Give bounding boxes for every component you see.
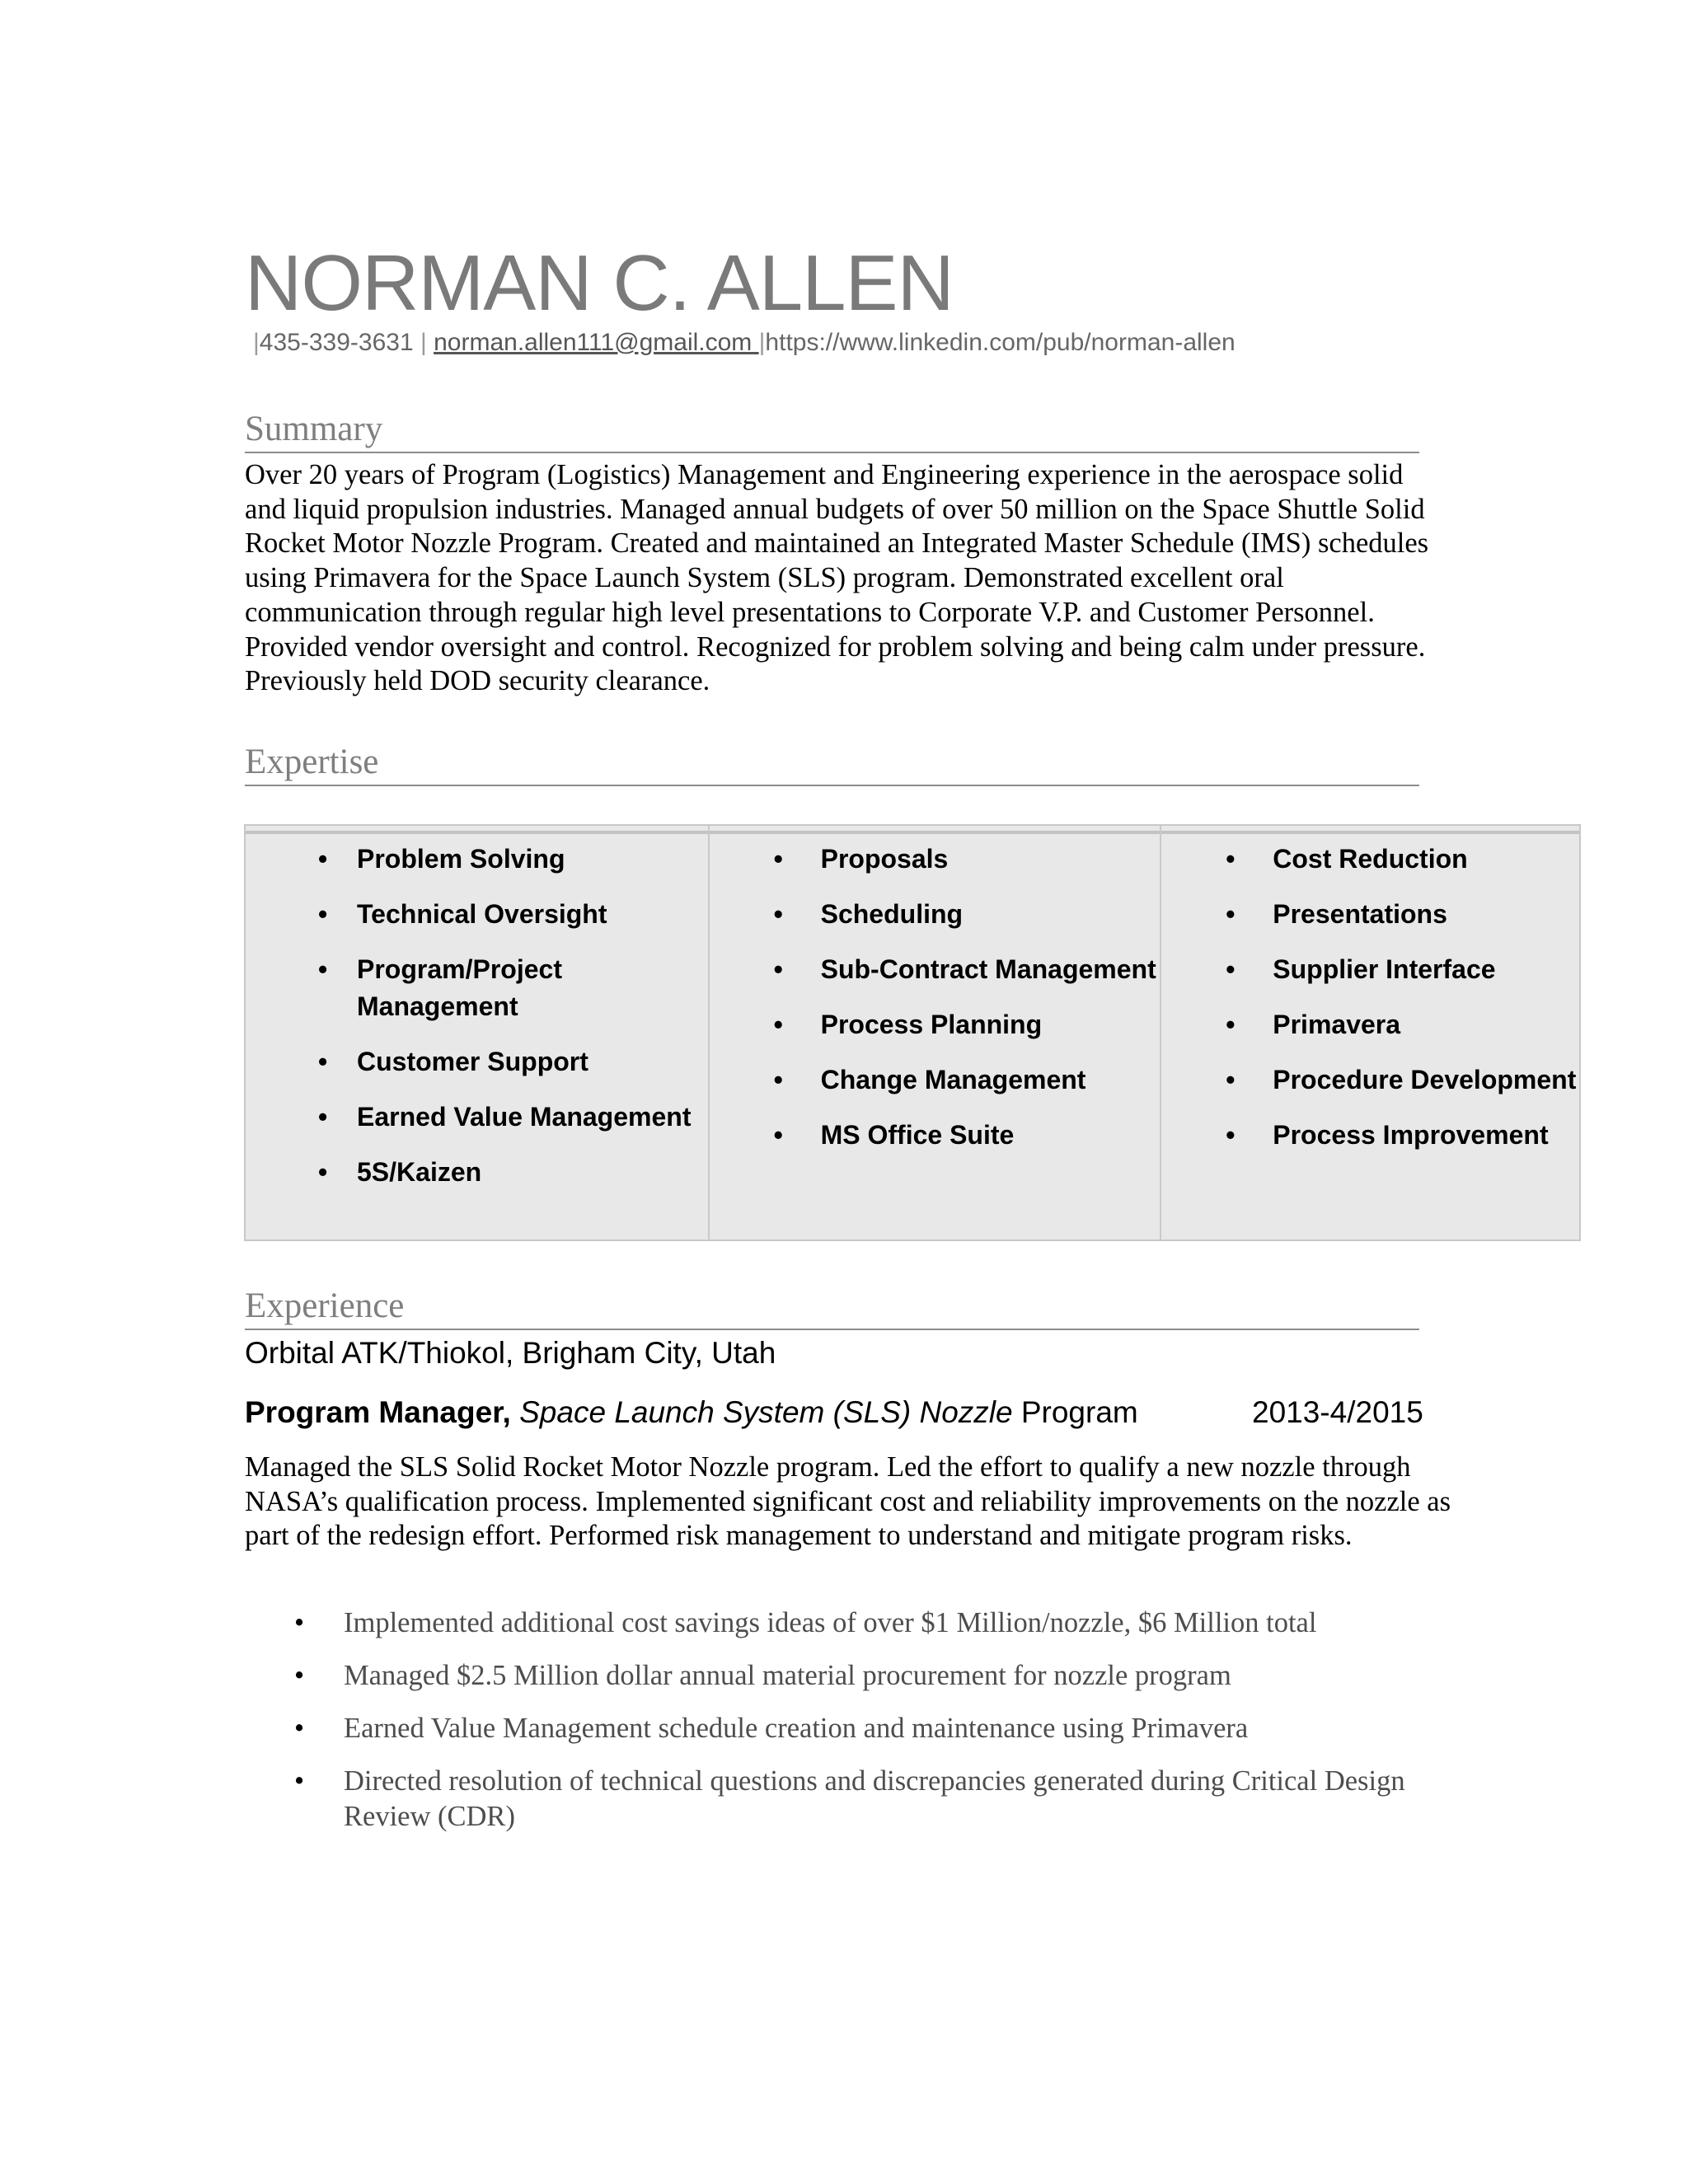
bullet-icon: • — [1226, 1120, 1236, 1150]
expertise-label: Presentations — [1273, 899, 1447, 929]
expertise-label: Cost Reduction — [1273, 844, 1468, 874]
achievement-item — [245, 1764, 1489, 1835]
role-title: Program Manager, — [245, 1395, 511, 1429]
candidate-name: NORMAN C. ALLEN — [245, 239, 954, 327]
expertise-label: Sub-Contract Management — [820, 954, 1156, 984]
experience-heading: Experience — [245, 1286, 1419, 1330]
expertise-item — [1161, 1006, 1579, 1043]
bullet-icon: • — [294, 1607, 305, 1638]
bullet-icon: • — [318, 1047, 328, 1076]
role-program: Space Launch System (SLS) Nozzle — [519, 1395, 1013, 1429]
role-line — [245, 1394, 1440, 1431]
expertise-label: Primavera — [1273, 1010, 1401, 1039]
contact-separator: | — [758, 329, 766, 356]
bullet-icon: • — [294, 1660, 305, 1691]
expertise-item — [710, 1062, 1160, 1099]
expertise-item — [246, 1099, 708, 1136]
expertise-label: Procedure Development — [1273, 1065, 1577, 1094]
role-suffix: Program — [1020, 1395, 1138, 1429]
expertise-label: MS Office Suite — [820, 1120, 1015, 1150]
expertise-item — [710, 1117, 1160, 1154]
bullet-icon: • — [1226, 1010, 1236, 1039]
bullet-icon: • — [1226, 899, 1236, 929]
expertise-item — [710, 1006, 1160, 1043]
bullet-icon: • — [773, 899, 783, 929]
expertise-table — [244, 824, 1581, 1241]
job-achievements-list — [245, 1605, 1489, 1852]
role-dates: 2013-4/2015 — [1252, 1395, 1423, 1429]
expertise-label: Process Improvement — [1273, 1120, 1549, 1150]
expertise-label: Technical Oversight — [357, 899, 607, 929]
achievement-text: Implemented additional cost savings ideas of over $1 Million/nozzle, $6 Million total — [344, 1607, 1317, 1638]
expertise-label: Proposals — [820, 844, 949, 874]
bullet-icon: • — [1226, 844, 1236, 874]
job-description: Managed the SLS Solid Rocket Motor Nozzle program. Led the effort to qualify a new nozzle through NASA’s qualification process. Implemented significant cost and reliability improvements on the nozzle as part of the redesign effort. Performed risk management to understand and mitigate program risks. — [245, 1451, 1451, 1552]
contact-separator: | — [253, 329, 260, 356]
bullet-icon: • — [773, 954, 783, 984]
expertise-item — [246, 1043, 708, 1080]
expertise-item — [246, 896, 708, 933]
email-link[interactable]: norman.allen111@gmail.com — [434, 329, 759, 356]
expertise-item — [1161, 841, 1579, 878]
bullet-icon: • — [1226, 954, 1236, 984]
expertise-label: Customer Support — [357, 1047, 588, 1076]
contact-line — [253, 328, 1236, 358]
expertise-label: Process Planning — [820, 1010, 1043, 1039]
expertise-column — [708, 826, 1160, 1240]
achievement-item — [245, 1605, 1489, 1641]
expertise-column — [246, 826, 708, 1240]
expertise-label: 5S/Kaizen — [357, 1157, 482, 1187]
expertise-item — [710, 951, 1160, 988]
phone-number: 435-339-3631 — [259, 329, 414, 356]
achievement-item — [245, 1658, 1489, 1694]
bullet-icon: • — [318, 1102, 328, 1132]
summary-heading: Summary — [245, 409, 1419, 453]
bullet-icon: • — [773, 844, 783, 874]
expertise-item — [710, 896, 1160, 933]
bullet-icon: • — [773, 1120, 783, 1150]
bullet-icon: • — [318, 954, 328, 984]
expertise-item — [246, 1154, 708, 1191]
summary-text: Over 20 years of Program (Logistics) Management and Engineering experience in the aerospace solid and liquid propulsion industries. Managed annual budgets of over 50 million on the Space Shuttle Solid Rocket Motor Nozzle Program. Created and maintained an Integrated Master Schedule (IMS) schedules using Primavera for the Space Launch System (SLS) program. Demonstrated excellent oral communication through regular high level presentations to Corporate V.P. and Customer Personnel. Provided vendor oversight and control. Recognized for problem solving and being calm under pressure. Previously held DOD security clearance. — [245, 459, 1429, 697]
linkedin-url[interactable]: https://www.linkedin.com/pub/norman-allen — [765, 329, 1236, 356]
expertise-label: Scheduling — [820, 899, 964, 929]
expertise-item — [1161, 1117, 1579, 1154]
bullet-icon: • — [318, 899, 328, 929]
achievement-text: Directed resolution of technical questions and discrepancies generated during Critical Design Review (CDR) — [344, 1765, 1405, 1832]
contact-separator: | — [413, 329, 434, 356]
bullet-icon: • — [318, 844, 328, 874]
expertise-heading: Expertise — [245, 742, 1419, 786]
company-name: Orbital ATK/Thiokol, Brigham City, Utah — [245, 1336, 776, 1370]
expertise-item — [246, 951, 708, 1025]
bullet-icon: • — [318, 1157, 328, 1187]
expertise-item — [246, 841, 708, 878]
expertise-label: Problem Solving — [357, 844, 565, 874]
expertise-label: Change Management — [820, 1065, 1086, 1094]
expertise-label: Supplier Interface — [1273, 954, 1496, 984]
bullet-icon: • — [294, 1765, 305, 1797]
bullet-icon: • — [773, 1065, 783, 1094]
expertise-item — [1161, 951, 1579, 988]
bullet-icon: • — [294, 1713, 305, 1744]
expertise-column — [1160, 826, 1579, 1240]
achievement-item — [245, 1711, 1489, 1746]
expertise-item — [710, 841, 1160, 878]
expertise-label: Program/Project Management — [357, 954, 562, 1021]
bullet-icon: • — [1226, 1065, 1236, 1094]
expertise-label: Earned Value Management — [357, 1102, 692, 1132]
expertise-item — [1161, 896, 1579, 933]
expertise-item — [1161, 1062, 1579, 1099]
achievement-text: Managed $2.5 Million dollar annual material procurement for nozzle program — [344, 1660, 1231, 1691]
achievement-text: Earned Value Management schedule creation and maintenance using Primavera — [344, 1713, 1249, 1744]
bullet-icon: • — [773, 1010, 783, 1039]
